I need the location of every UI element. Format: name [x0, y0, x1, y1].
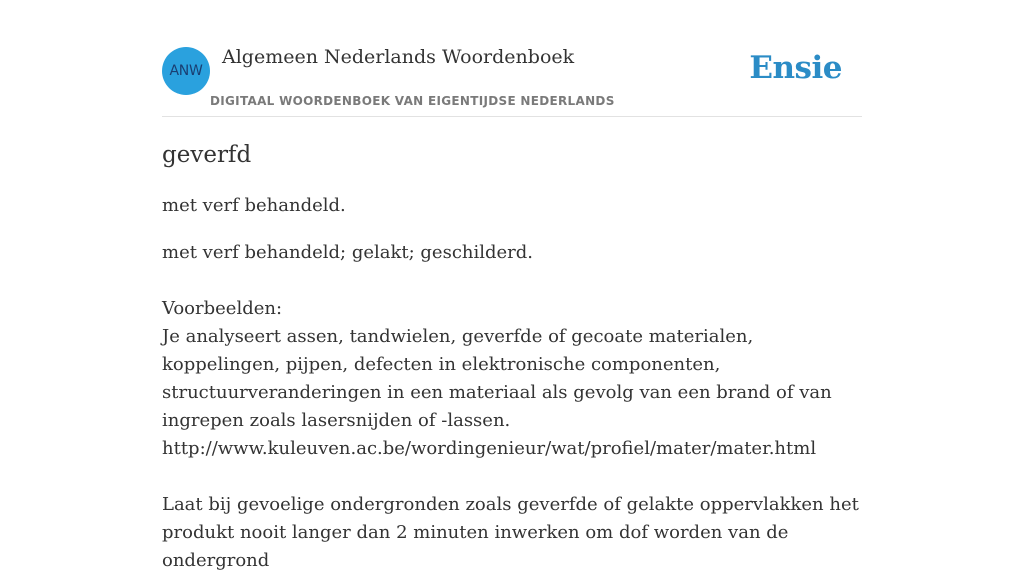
anw-logo[interactable] — [162, 47, 210, 95]
entry-content — [162, 140, 862, 575]
short-definition: met verf behandeld. — [162, 195, 346, 216]
example-item — [162, 323, 862, 463]
site-subtitle: DIGITAAL WOORDENBOEK VAN EIGENTIJDSE NEDERLANDS — [210, 94, 615, 108]
example-source: http://www.kuleuven.ac.be/wordingenieur/wat/profiel/mater/mater.html — [162, 438, 817, 459]
example-item — [162, 491, 862, 575]
examples-label: Voorbeelden: — [162, 298, 283, 319]
example-text: Laat bij gevoelige ondergronden zoals geverfde of gelakte oppervlakken het produkt nooit langer dan 2 minuten inwerken om dof worden van de ondergrond — [162, 494, 859, 571]
site-header — [162, 0, 862, 117]
logo-text: ANW — [169, 63, 203, 79]
site-title[interactable]: Algemeen Nederlands Woordenboek — [222, 46, 575, 68]
entry-headword: geverfd — [162, 142, 252, 168]
long-definition: met verf behandeld; gelakt; geschilderd. — [162, 242, 534, 263]
example-text: Je analyseert assen, tandwielen, geverfde of gecoate materialen, koppelingen, pijpen, defecten in elektronische componenten, structuurveranderingen in een materiaal als gevolg van een brand of van ingrepen zoals lasersnijden of -lassen. — [162, 326, 832, 431]
ensie-brand-link[interactable]: Ensie — [749, 50, 842, 86]
